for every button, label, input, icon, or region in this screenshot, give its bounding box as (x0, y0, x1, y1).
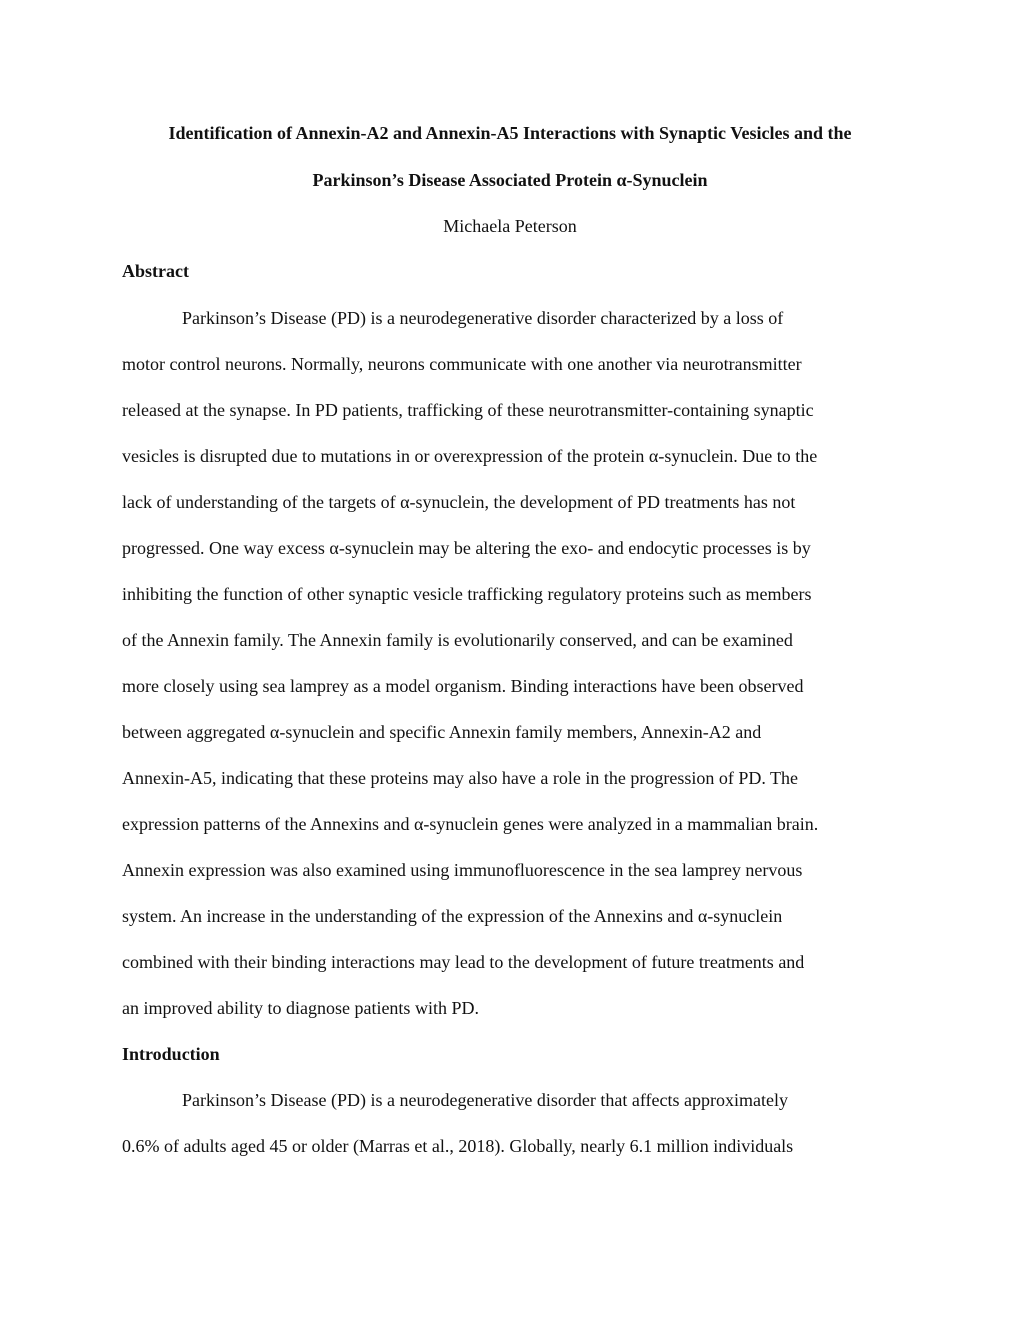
abstract-line: Annexin expression was also examined using immunofluorescence in the sea lamprey nervous (122, 860, 803, 880)
paper-title-line-2: Parkinson’s Disease Associated Protein α-Synuclein (312, 170, 708, 190)
abstract-line: more closely using sea lamprey as a model organism. Binding interactions have been observed (122, 676, 804, 696)
abstract-line: motor control neurons. Normally, neurons communicate with one another via neurotransmitter (122, 354, 802, 374)
introduction-line: Parkinson’s Disease (PD) is a neurodegenerative disorder that affects approximately (182, 1090, 788, 1110)
abstract-line: lack of understanding of the targets of α-synuclein, the development of PD treatments has not (122, 492, 796, 512)
abstract-line: an improved ability to diagnose patients with PD. (122, 998, 479, 1018)
abstract-line: vesicles is disrupted due to mutations in or overexpression of the protein α-synuclein. Due to the (122, 446, 818, 466)
abstract-line: Annexin-A5, indicating that these proteins may also have a role in the progression of PD. The (122, 768, 799, 788)
abstract-line: inhibiting the function of other synaptic vesicle trafficking regulatory proteins such as members (122, 584, 812, 604)
abstract-line: of the Annexin family. The Annexin family is evolutionarily conserved, and can be examined (122, 630, 793, 650)
abstract-line: expression patterns of the Annexins and α-synuclein genes were analyzed in a mammalian brain. (122, 814, 819, 834)
abstract-line: progressed. One way excess α-synuclein may be altering the exo- and endocytic processes is by (122, 538, 811, 558)
abstract-line: between aggregated α-synuclein and specific Annexin family members, Annexin-A2 and (122, 722, 762, 742)
author-name: Michaela Peterson (443, 216, 577, 236)
introduction-heading: Introduction (122, 1044, 220, 1064)
introduction-line: 0.6% of adults aged 45 or older (Marras et al., 2018). Globally, nearly 6.1 million individuals (122, 1136, 794, 1156)
paper-title-line-1: Identification of Annexin-A2 and Annexin-A5 Interactions with Synaptic Vesicles and the (168, 123, 852, 143)
abstract-line: system. An increase in the understanding of the expression of the Annexins and α-synuclein (122, 906, 783, 926)
abstract-line: released at the synapse. In PD patients, trafficking of these neurotransmitter-containing synaptic (122, 400, 814, 420)
abstract-line: Parkinson’s Disease (PD) is a neurodegenerative disorder characterized by a loss of (182, 308, 784, 328)
abstract-heading: Abstract (122, 261, 189, 281)
abstract-line: combined with their binding interactions may lead to the development of future treatments and (122, 952, 805, 972)
